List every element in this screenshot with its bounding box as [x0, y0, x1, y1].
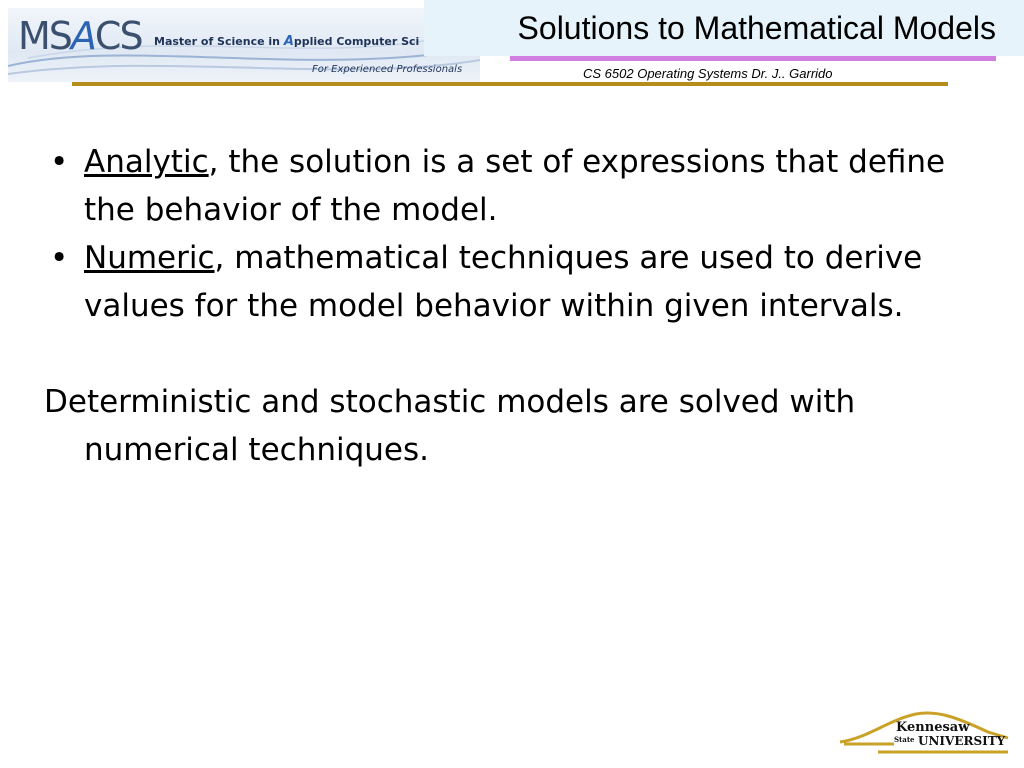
header-divider [72, 82, 948, 86]
bullet-item-analytic [44, 138, 984, 234]
logo-university: UNIVERSITY [918, 734, 1006, 748]
kennesaw-logo [838, 708, 1010, 760]
slide-content [44, 138, 984, 474]
course-subtitle: CS 6502 Operating Systems Dr. J.. Garrido [583, 66, 833, 81]
summary-paragraph: Deterministic and stochastic models are solved with numerical techniques. [44, 384, 856, 468]
bullet-marker: • [50, 144, 69, 180]
logo-subtitle: For Experienced Professionals [312, 64, 463, 75]
bullet-marker: • [50, 240, 69, 276]
msacs-logo [8, 8, 480, 82]
bullet-text: , the solution is a set of expressions that define the behavior of the model. [84, 144, 946, 228]
bullet-term: Analytic [84, 144, 209, 180]
logo-tagline: Master of Science in Applied Computer Sci [154, 34, 420, 49]
title-underline [510, 56, 996, 61]
bullet-text: , mathematical techniques are used to derive values for the model behavior within given intervals. [84, 240, 923, 324]
title-box [424, 0, 1024, 56]
logo-state: State [894, 735, 915, 744]
logo-acronym: MSACS [18, 14, 142, 58]
logo-name: Kennesaw [896, 720, 970, 735]
bullet-term: Numeric [84, 240, 215, 276]
bullet-list [44, 138, 984, 330]
bullet-item-numeric [44, 234, 984, 330]
slide-title: Solutions to Mathematical Models [517, 10, 996, 46]
